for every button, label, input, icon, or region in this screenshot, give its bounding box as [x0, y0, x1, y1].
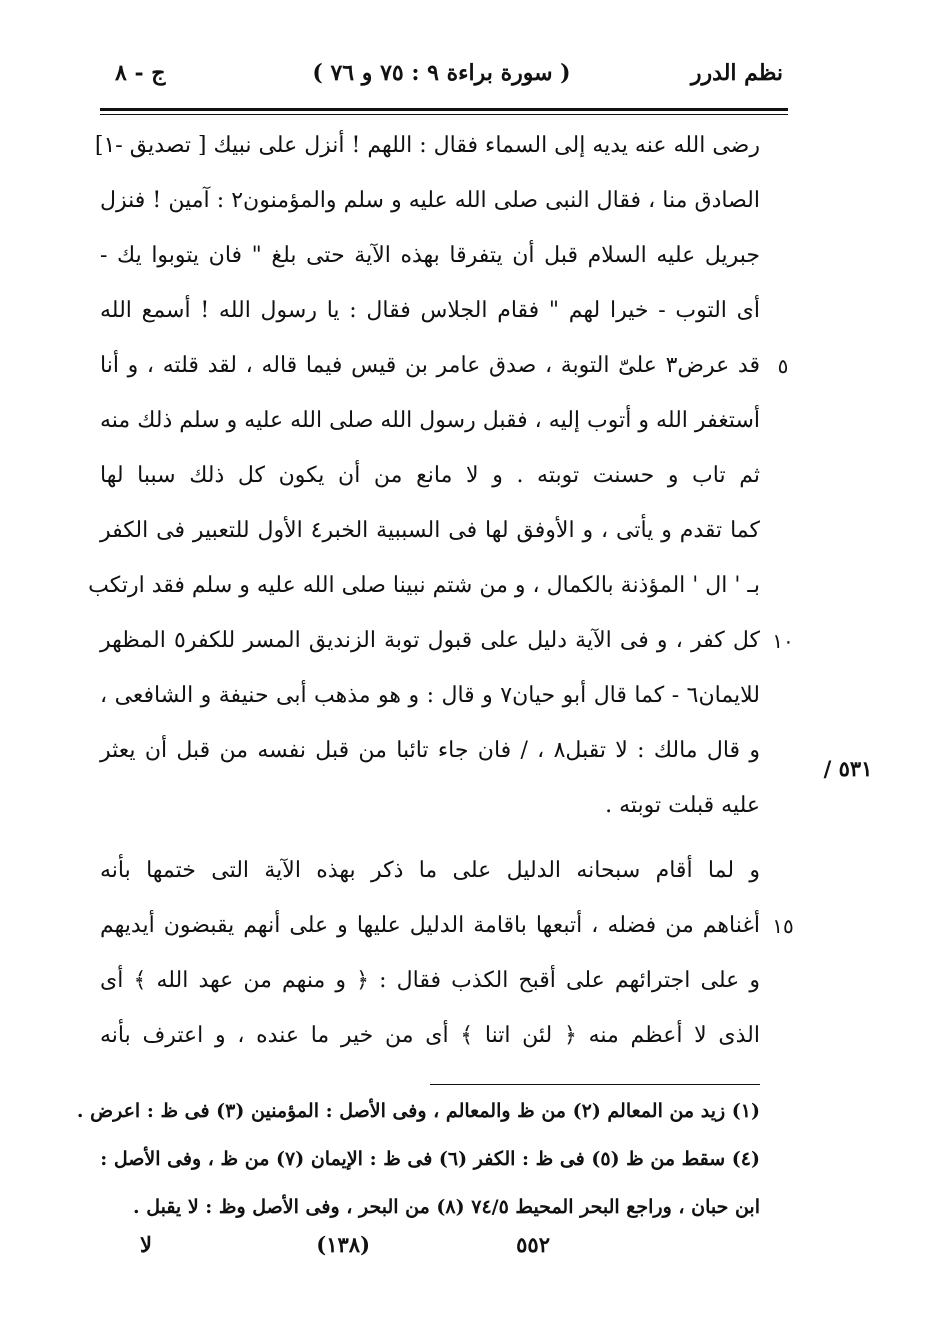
- body-line-1: رضى الله عنه يديه إلى السماء فقال : اللهم ! أنزل على نبيك [ تصديق -١]: [94, 133, 760, 158]
- body-line-4: أى التوب - خيرا لهم " فقام الجلاس فقال : يا رسول الله ! أسمع الله: [100, 298, 760, 323]
- page-number: ٥٥٢: [516, 1232, 550, 1257]
- body-line-13: عليه قبلت توبته .: [605, 793, 760, 818]
- footnote-line-3: ابن حبان ، وراجع البحر المحيط ٧٤/٥ (٨) من البحر ، وفى الأصل وظ : لا يقبل .: [132, 1196, 760, 1218]
- margin-page-marker: ٥٣١ /: [823, 756, 873, 781]
- running-header: [100, 60, 783, 100]
- body-line-7: ثم تاب و حسنت توبته . و لا مانع من أن يكون كل ذلك سببا لها: [100, 463, 760, 488]
- page-footer: [100, 1232, 760, 1268]
- book-page-number: (١٣٨): [316, 1232, 370, 1257]
- body-line-14: و لما أقام سبحانه الدليل على ما ذكر بهذه الآية التى ختمها بأنه: [100, 858, 760, 883]
- header-rule-thin: [100, 114, 788, 115]
- body-line-6: أستغفر الله و أتوب إليه ، فقبل رسول الله صلى الله عليه و سلم ذلك منه: [100, 408, 760, 433]
- header-rule-thick: [100, 108, 788, 111]
- body-line-15: أغناهم من فضله ، أتبعها باقامة الدليل عليها و على أنهم يقبضون أيديهم: [100, 913, 760, 938]
- body-line-5: قد عرض٣ علىّ التوبة ، صدق عامر بن قيس فيما قاله ، لقد قلته ، و أنا: [100, 353, 760, 378]
- footnote-line-2: (٤) سقط من ظ (٥) فى ظ : الكفر (٦) فى ظ : الإيمان (٧) من ظ ، وفى الأصل :: [100, 1148, 760, 1170]
- body-line-3: جبريل عليه السلام قبل أن يتفرقا بهذه الآية حتى بلغ " فان يتوبوا يك -: [100, 243, 760, 268]
- body-line-11: للايمان٦ - كما قال أبو حيان٧ و قال : و هو مذهب أبى حنيفة و الشافعى ،: [100, 683, 760, 708]
- surah-reference: ( سورة براءة ٩ : ٧٥ و ٧٦ ): [312, 60, 571, 86]
- body-line-12: و قال مالك : لا تقبل٨ ، / فان جاء تائبا من قبل نفسه من قبل أن يعثر: [100, 738, 760, 763]
- line-number-5: ٥: [777, 354, 789, 378]
- catchword: لا: [140, 1232, 152, 1257]
- body-line-9: بـ ' ال ' المؤذنة بالكمال ، و من شتم نبينا صلى الله عليه و سلم فقد ارتكب: [88, 573, 760, 598]
- footnote-line-1: (١) زيد من المعالم (٢) من ظ والمعالم ، وفى الأصل : المؤمنين (٣) فى ظ : اعرض .: [76, 1100, 760, 1122]
- book-title: نظم الدرر: [690, 60, 783, 86]
- line-number-15: ١٥: [772, 914, 794, 938]
- body-line-17: الذى لا أعظم منه ﴿ لئن اتنا ﴾ أى من خير ما عنده ، و اعترف بأنه: [100, 1023, 760, 1048]
- volume-label: ج - ٨: [115, 60, 166, 86]
- body-line-2: الصادق منا ، فقال النبى صلى الله عليه و سلم والمؤمنون٢ : آمين ! فنزل: [100, 188, 760, 213]
- body-line-16: و على اجترائهم على أقبح الكذب فقال : ﴿ و منهم من عهد الله ﴾ أى: [100, 968, 760, 993]
- body-line-8: كما تقدم و يأتى ، و الأوفق لها فى السببية الخبر٤ الأول للتعبير فى الكفر: [100, 518, 760, 543]
- footnote-rule: [430, 1084, 760, 1085]
- body-line-10: كل كفر ، و فى الآية دليل على قبول توبة الزنديق المسر للكفر٥ المظهر: [100, 628, 760, 653]
- line-number-10: ١٠: [772, 629, 794, 653]
